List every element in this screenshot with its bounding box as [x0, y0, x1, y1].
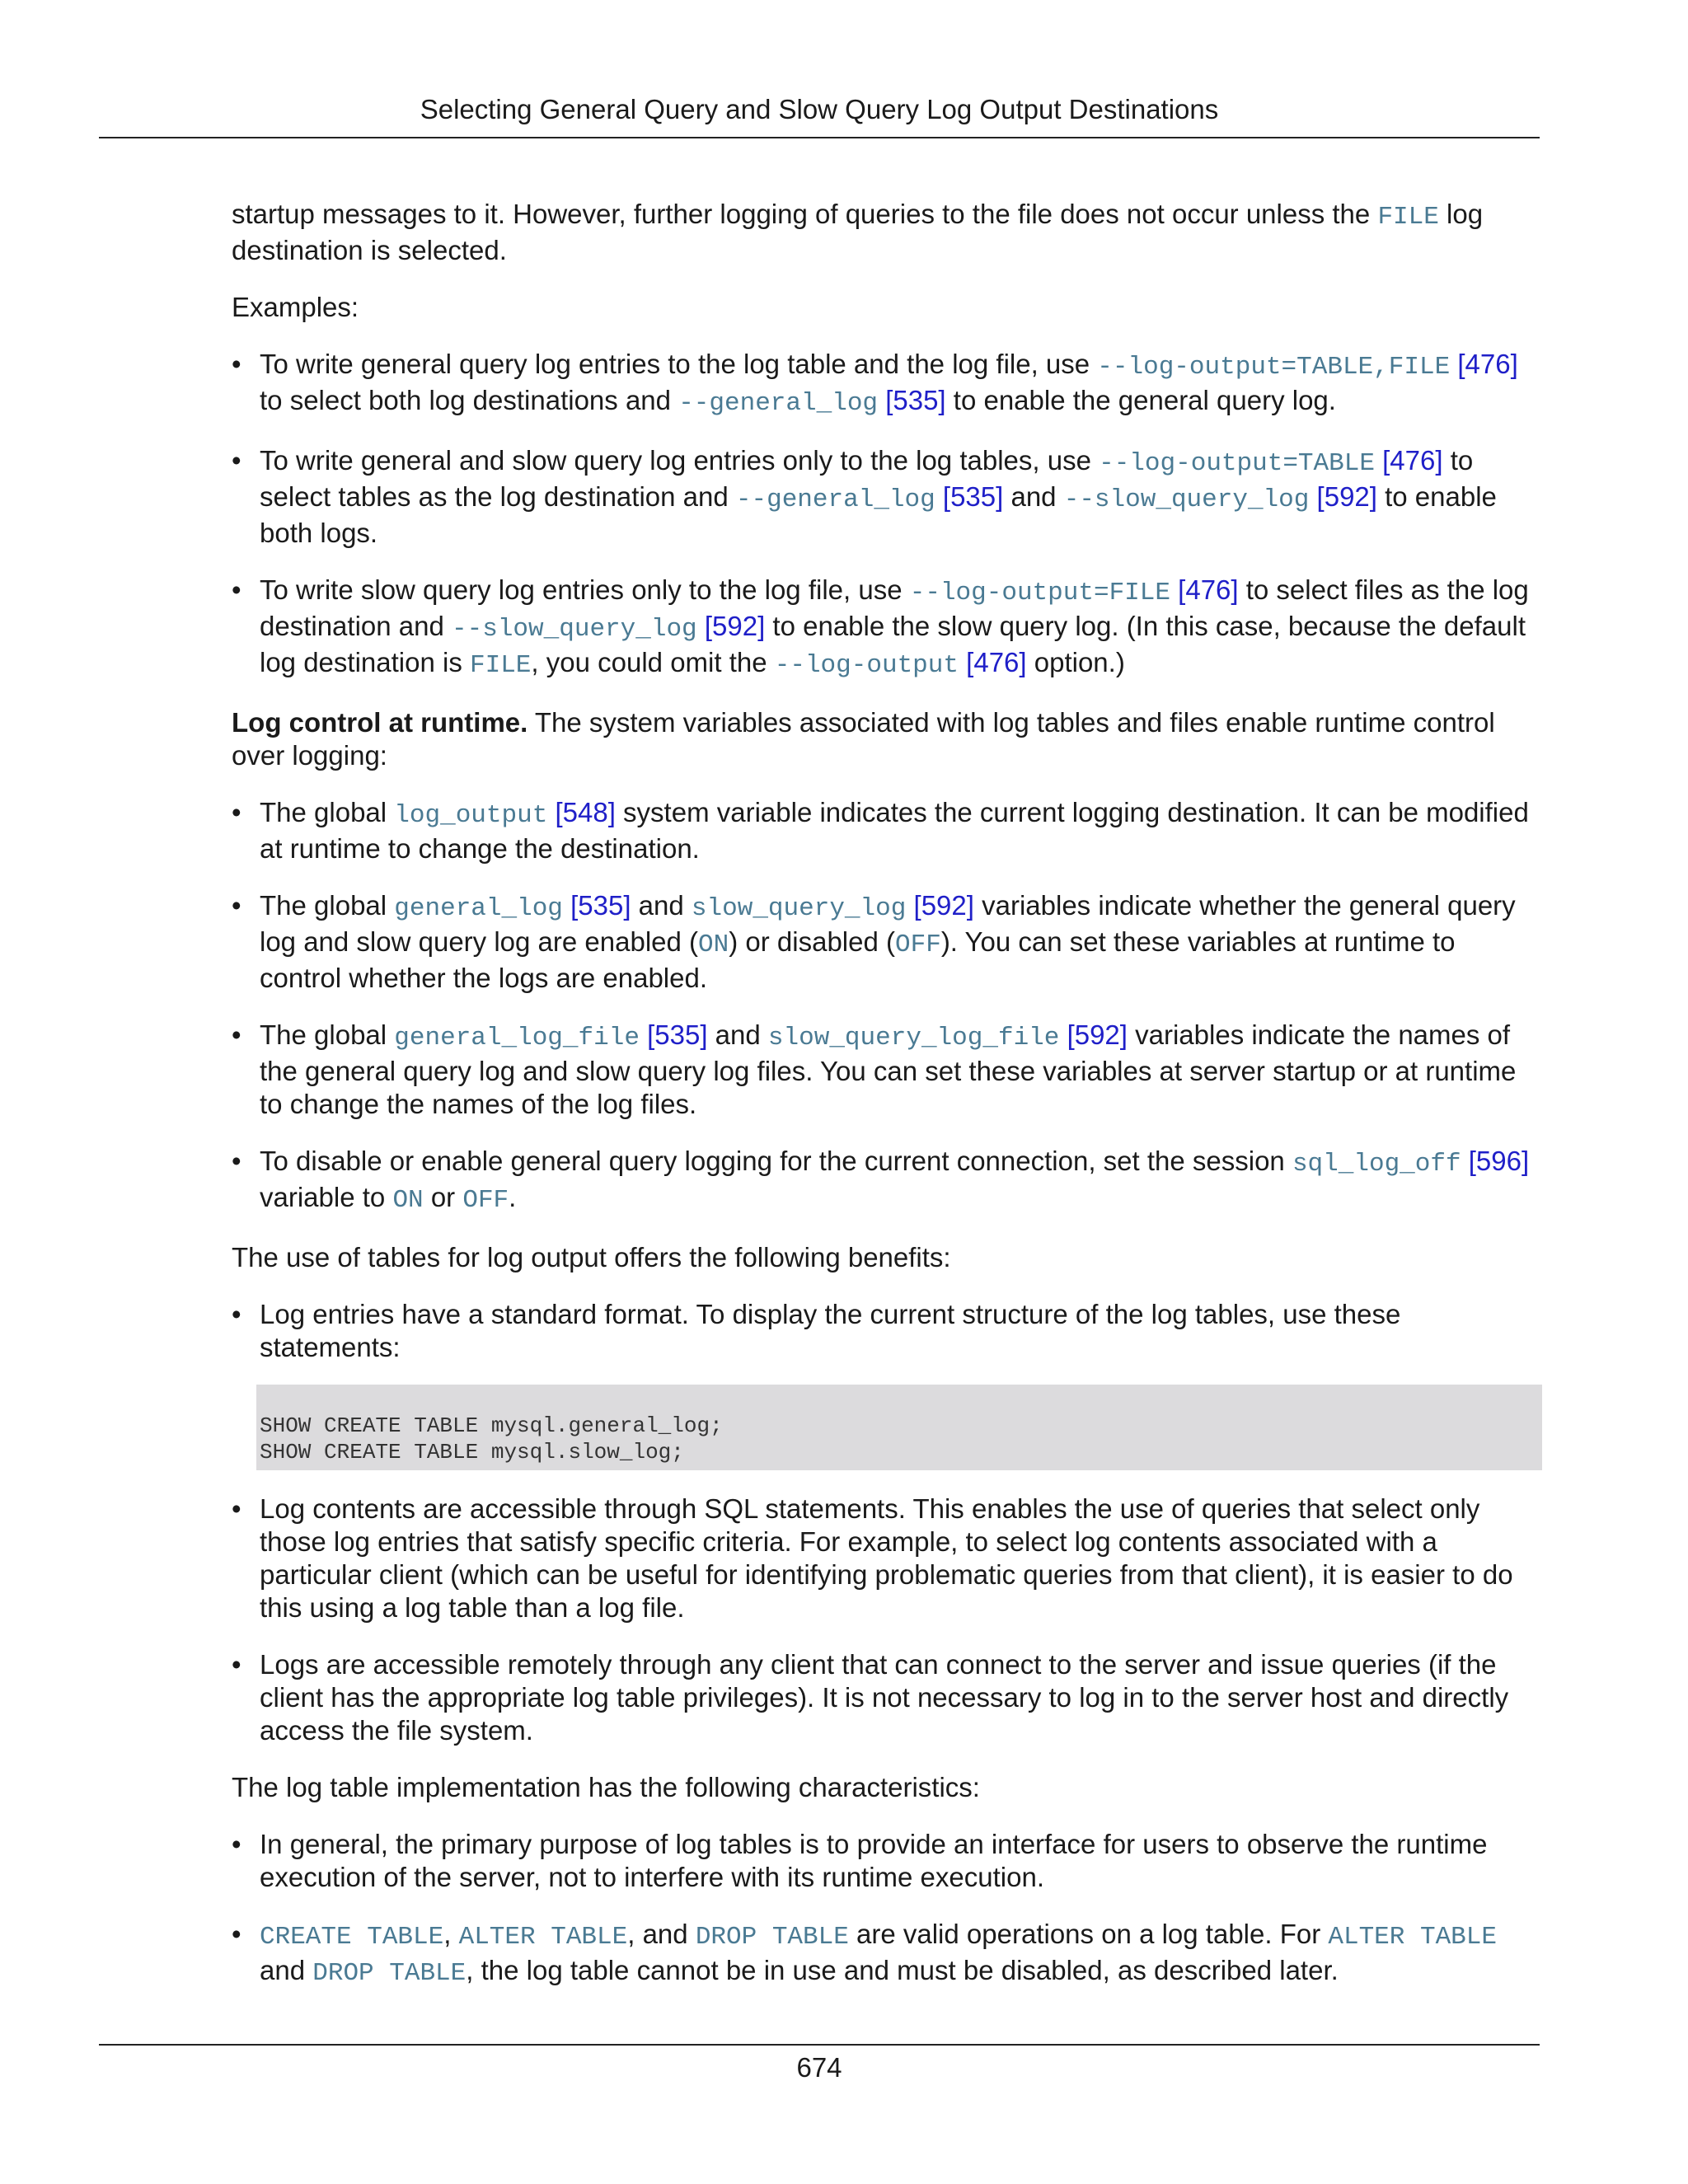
page-ref-link[interactable]: [596]: [1468, 1146, 1530, 1176]
page-ref-link[interactable]: [592]: [1067, 1019, 1128, 1050]
page-ref-link[interactable]: [476]: [1382, 445, 1443, 476]
option-code[interactable]: --log-output=TABLE: [1099, 449, 1375, 478]
value-code: ON: [392, 1186, 424, 1215]
runtime-list: [232, 796, 1542, 1217]
header-divider: [99, 137, 1540, 138]
page-ref-link[interactable]: [476]: [966, 647, 1027, 677]
list-item: • Logs are accessible remotely through any client that can connect to the server and issue queries (if the client has the appropriate log table privileges). It is not necessary to log in to the server host and directly access the file system.: [232, 1648, 1542, 1747]
page-ref-link[interactable]: [535]: [570, 890, 631, 921]
benefits-list-continued: [232, 1493, 1542, 1747]
variable-code[interactable]: general_log: [394, 894, 563, 923]
intro-text-end: log destination is selected.: [232, 199, 1484, 265]
list-item: • In general, the primary purpose of log tables is to provide an interface for users to observe the runtime execution of the server, not to interfere with its runtime execution.: [232, 1828, 1542, 1894]
list-item: • The global general_log_file [535] and slow_query_log_file [592] variables indicate the names of the general query log and slow query log files. You can set these variables at server startup or at runtime to change the names of the log files.: [232, 1019, 1542, 1121]
page-ref-link[interactable]: [592]: [1316, 481, 1377, 512]
list-item: • Log entries have a standard format. To display the current structure of the log tables, use these statements:: [232, 1298, 1542, 1364]
list-item: • Log contents are accessible through SQL statements. This enables the use of queries that select only those log entries that satisfy specific criteria. For example, to select log contents associated with a particular client (which can be useful for identifying problematic queries from that client), it is easier to do this using a log table than a log file.: [232, 1493, 1542, 1624]
list-item: • To write general query log entries to the log table and the log file, use --log-output=TABLE,FILE [476] to select both log destinations and --general_log [535] to enable the general query log.: [232, 348, 1542, 420]
page-number: 674: [796, 2052, 842, 2083]
examples-list: [232, 348, 1542, 682]
value-code: ON: [698, 930, 729, 959]
variable-code[interactable]: log_output: [394, 801, 548, 830]
option-code[interactable]: --slow_query_log: [1063, 485, 1310, 514]
page-ref-link[interactable]: [592]: [913, 890, 974, 921]
benefits-list: [232, 1298, 1542, 1364]
option-code[interactable]: --log-output=TABLE,FILE: [1097, 353, 1451, 382]
list-item: • The global general_log [535] and slow_query_log [592] variables indicate whether the general query log and slow query log are enabled (ON) or disabled (OFF). You can set these variables at runtime to control whether the logs are enabled.: [232, 889, 1542, 995]
list-item: • To disable or enable general query logging for the current connection, set the session sql_log_off [596] variable to ON or OFF.: [232, 1145, 1542, 1217]
page-ref-link[interactable]: [535]: [647, 1019, 708, 1050]
runtime-paragraph: Log control at runtime. The system variables associated with log tables and files enable runtime control over logging:: [232, 707, 1495, 771]
intro-paragraph: [232, 198, 1542, 267]
statement-code[interactable]: ALTER TABLE: [458, 1923, 628, 1952]
footer-divider: [99, 2044, 1540, 2046]
statement-code[interactable]: ALTER TABLE: [1328, 1923, 1497, 1952]
statement-code[interactable]: CREATE TABLE: [260, 1923, 444, 1952]
option-code[interactable]: --log-output: [774, 651, 959, 680]
variable-code[interactable]: slow_query_log: [691, 894, 907, 923]
option-code[interactable]: --slow_query_log: [452, 615, 697, 644]
page-ref-link[interactable]: [535]: [942, 481, 1004, 512]
examples-label: Examples:: [232, 292, 359, 322]
variable-code[interactable]: slow_query_log_file: [767, 1024, 1060, 1052]
file-code: FILE: [1377, 203, 1439, 232]
list-item: • To write slow query log entries only to the log file, use --log-output=FILE [476] to select files as the log destination and --slow_query_log [592] to enable the slow query log. (In this case, because the default log destination is FILE, you could omit the --log-output [476] option.): [232, 574, 1542, 682]
value-code: OFF: [895, 930, 941, 959]
statement-code[interactable]: DROP TABLE: [695, 1923, 849, 1952]
option-code[interactable]: --log-output=FILE: [909, 579, 1170, 607]
option-code[interactable]: --general_log: [678, 389, 879, 418]
option-code[interactable]: --general_log: [735, 485, 935, 514]
intro-text: startup messages to it. However, further logging of queries to the file does not occur unless the: [232, 199, 1378, 229]
list-item: • CREATE TABLE, ALTER TABLE, and DROP TABLE are valid operations on a log table. For ALTER TABLE and DROP TABLE, the log table cannot be in use and must be disabled, as described later.: [232, 1918, 1542, 1990]
page-ref-link[interactable]: [548]: [555, 797, 616, 827]
page-header-title: Selecting General Query and Slow Query Log Output Destinations: [420, 94, 1219, 124]
variable-code[interactable]: general_log_file: [394, 1024, 640, 1052]
statement-code[interactable]: DROP TABLE: [312, 1959, 467, 1988]
benefits-intro: The use of tables for log output offers the following benefits:: [232, 1242, 951, 1272]
characteristics-intro: The log table implementation has the following characteristics:: [232, 1772, 980, 1802]
runtime-heading: Log control at runtime.: [232, 707, 528, 738]
page-ref-link[interactable]: [535]: [885, 385, 946, 415]
code-block: SHOW CREATE TABLE mysql.general_log; SHOW CREATE TABLE mysql.slow_log;: [256, 1385, 1542, 1470]
page-body: [232, 198, 1542, 2014]
list-item: • To write general and slow query log entries only to the log tables, use --log-output=TABLE [476] to select tables as the log destination and --general_log [535] and --slow_query_log [592] to enable both logs.: [232, 444, 1542, 550]
page-ref-link[interactable]: [592]: [704, 611, 766, 641]
value-code: OFF: [462, 1186, 509, 1215]
page-ref-link[interactable]: [476]: [1457, 349, 1518, 379]
variable-code[interactable]: sql_log_off: [1292, 1150, 1461, 1179]
list-item: • The global log_output [548] system variable indicates the current logging destination. It can be modified at runtime to change the destination.: [232, 796, 1542, 865]
page-ref-link[interactable]: [476]: [1178, 574, 1239, 605]
value-code: FILE: [470, 651, 532, 680]
characteristics-list: [232, 1828, 1542, 1990]
